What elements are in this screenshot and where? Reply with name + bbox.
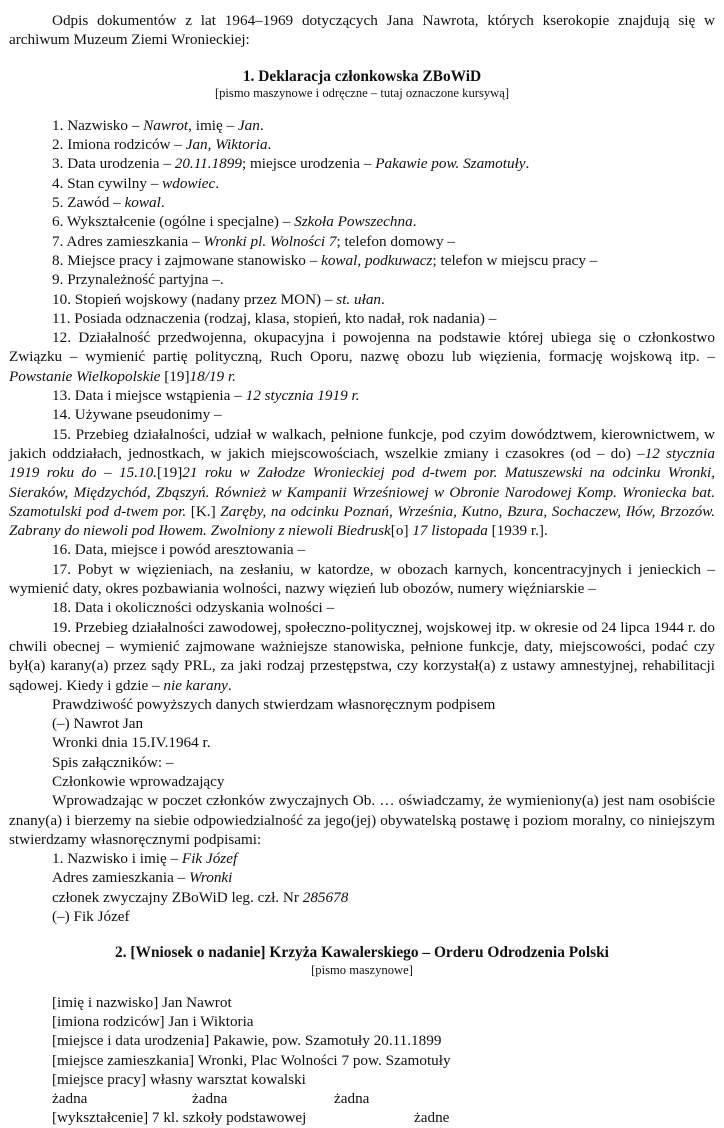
form-cell: żadna <box>334 1090 370 1108</box>
list-item: 5. Zawód – kowal. <box>52 194 165 212</box>
list-item: 11. Posiada odznaczenia (rodzaj, klasa, stopień, kto nadał, rok nadania) – <box>52 309 497 327</box>
introducers-heading: Członkowie wprowadzający <box>52 772 225 790</box>
form-cell: żadne <box>414 1109 450 1127</box>
list-item: 15. Przebieg działalności, udział w walkach, pełnione funkcje, pod czyim dowództwem, kierownictwem, w jakich oddziałach, jednostkach, w jakich miejscowościach, wszelkie zmiany i czasokres (od – do) –12 stycznia 1919 roku do – 15.10.[19]21 roku w Załodze Wronieckiej pod d-twem por. Matuszewski na odcinku Wronki, Sieraków, Międzychód, Zbąszyń. Również w Kampanii Wrześniowej w Obronie Narodowej Komp. Wroniecka bat. Szamotulski pod d-twem por. [K.] Zaręby, na odcinku Poznań, Września, Kutno, Bzura, Sochaczew, Iłów, Brzozów. Zabrany do niewoli pod Iłowem. Zwolniony z niewoli Biedrusk[o] 17 listopada [1939 r.]. <box>9 425 716 540</box>
list-item: 6. Wykształcenie (ogólne i specjalne) – Szkoła Powszechna. <box>52 213 417 231</box>
member-signature: (–) Fik Józef <box>52 908 130 926</box>
list-item: 2. Imiona rodziców – Jan, Wiktoria. <box>52 136 272 154</box>
list-item: 1. Nazwisko – Nawrot, imię – Jan. <box>52 116 264 134</box>
list-item: 16. Data, miejsce i powód aresztowania – <box>52 541 306 559</box>
section2-title: 2. [Wniosek o nadanie] Krzyża Kawalerskiego – Orderu Odrodzenia Polski <box>115 944 609 962</box>
form-line: [miejsce zamieszkania] Wronki, Plac Wolności 7 pow. Szamotuły <box>52 1051 451 1069</box>
introducers-statement: Wprowadzając w poczet członków zwyczajnych Ob. … oświadczamy, że wymieniony(a) jest nam osobiście znany(a) i bierzemy na siebie odpowiedzialność za jego(jej) obywatelską postawę i poziom moralny, co niniejszym stwierdzamy własnoręcznymi podpisami: <box>9 792 715 848</box>
form-line: [imię i nazwisko] Jan Nawrot <box>52 993 232 1011</box>
form-line: [miejsce i data urodzenia] Pakawie, pow. Szamotuły 20.11.1899 <box>52 1032 442 1050</box>
form-cell: żadna <box>52 1090 88 1108</box>
form-line: [imiona rodziców] Jan i Wiktoria <box>52 1012 254 1030</box>
attestation: Prawdziwość powyższych danych stwierdzam własnoręcznym podpisem <box>52 695 496 713</box>
place-date: Wronki dnia 15.IV.1964 r. <box>52 734 211 752</box>
section1-subtitle: [pismo maszynowe i odręczne – tutaj oznaczone kursywą] <box>214 85 510 100</box>
list-item: 7. Adres zamieszkania – Wronki pl. Wolności 7; telefon domowy – <box>52 232 455 250</box>
form-cell: [wykształcenie] 7 kl. szkoły podstawowej <box>52 1109 307 1127</box>
attachments: Spis załączników: – <box>52 753 174 771</box>
member-id: członek zwyczajny ZBoWiD leg. czł. Nr 285678 <box>52 888 349 906</box>
list-item: 8. Miejsce pracy i zajmowane stanowisko – kowal, podkuwacz; telefon w miejscu pracy – <box>52 251 598 269</box>
list-item: 18. Data i okoliczności odzyskania wolności – <box>52 599 335 617</box>
section1-title: 1. Deklaracja członkowska ZBoWiD <box>242 67 482 85</box>
section2-subtitle: [pismo maszynowe] <box>311 962 413 977</box>
member-name: 1. Nazwisko i imię – Fik Józef <box>52 850 238 868</box>
form-row-none <box>9 1089 715 1108</box>
intro-paragraph: Odpis dokumentów z lat 1964–1969 dotyczących Jana Nawrota, których kserokopie znajdują się w archiwum Muzeum Ziemi Wronieckiej: <box>9 12 715 49</box>
list-item: 9. Przynależność partyjna –. <box>52 271 224 289</box>
list-item: 12. Działalność przedwojenna, okupacyjna i powojenna na podstawie której ubiega się o członkostwo Związku – wymienić partię polityczną, Ruch Oporu, nazwę obozu lub więzienia, formację wojskową itp. – Powstanie Wielkopolskie [19]18/19 r. <box>9 329 715 385</box>
list-item: 19. Przebieg działalności zawodowej, społeczno-politycznej, wojskowej itp. w okresie od 24 lipca 1944 r. do chwili obecnej – wymienić zajmowane ważniejsze stanowiska, pełnione funkcje, daty, miejscowości, podać czy był(a) karany(a) przez sądy PRL, za jaki rodzaj przestępstwa, czy korzystał(a) z ustawy amnestyjnej, rehabilitacji sądowej. Kiedy i gdzie – nie karany. <box>9 618 715 694</box>
member-address: Adres zamieszkania – Wronki <box>52 869 233 887</box>
form-line: [miejsce pracy] własny warsztat kowalski <box>52 1070 306 1088</box>
list-item: 4. Stan cywilny – wdowiec. <box>52 174 220 192</box>
list-item: 10. Stopień wojskowy (nadany przez MON) – st. ułan. <box>52 290 385 308</box>
signature: (–) Nawrot Jan <box>52 715 144 733</box>
form-cell: żadna <box>192 1090 228 1108</box>
list-item: 14. Używane pseudonimy – <box>52 406 222 424</box>
list-item: 17. Pobyt w więzieniach, na zesłaniu, w katordze, w obozach karnych, koncentracyjnych i jenieckich – wymienić daty, okres pozbawiania wolności, nazwy więzień lub obozów, numery więźniarskie – <box>9 560 715 598</box>
form-row-education <box>9 1108 715 1127</box>
list-item: 13. Data i miejsce wstąpienia – 12 stycznia 1919 r. <box>52 387 360 405</box>
list-item: 3. Data urodzenia – 20.11.1899; miejsce urodzenia – Pakawie pow. Szamotuły. <box>52 155 530 173</box>
